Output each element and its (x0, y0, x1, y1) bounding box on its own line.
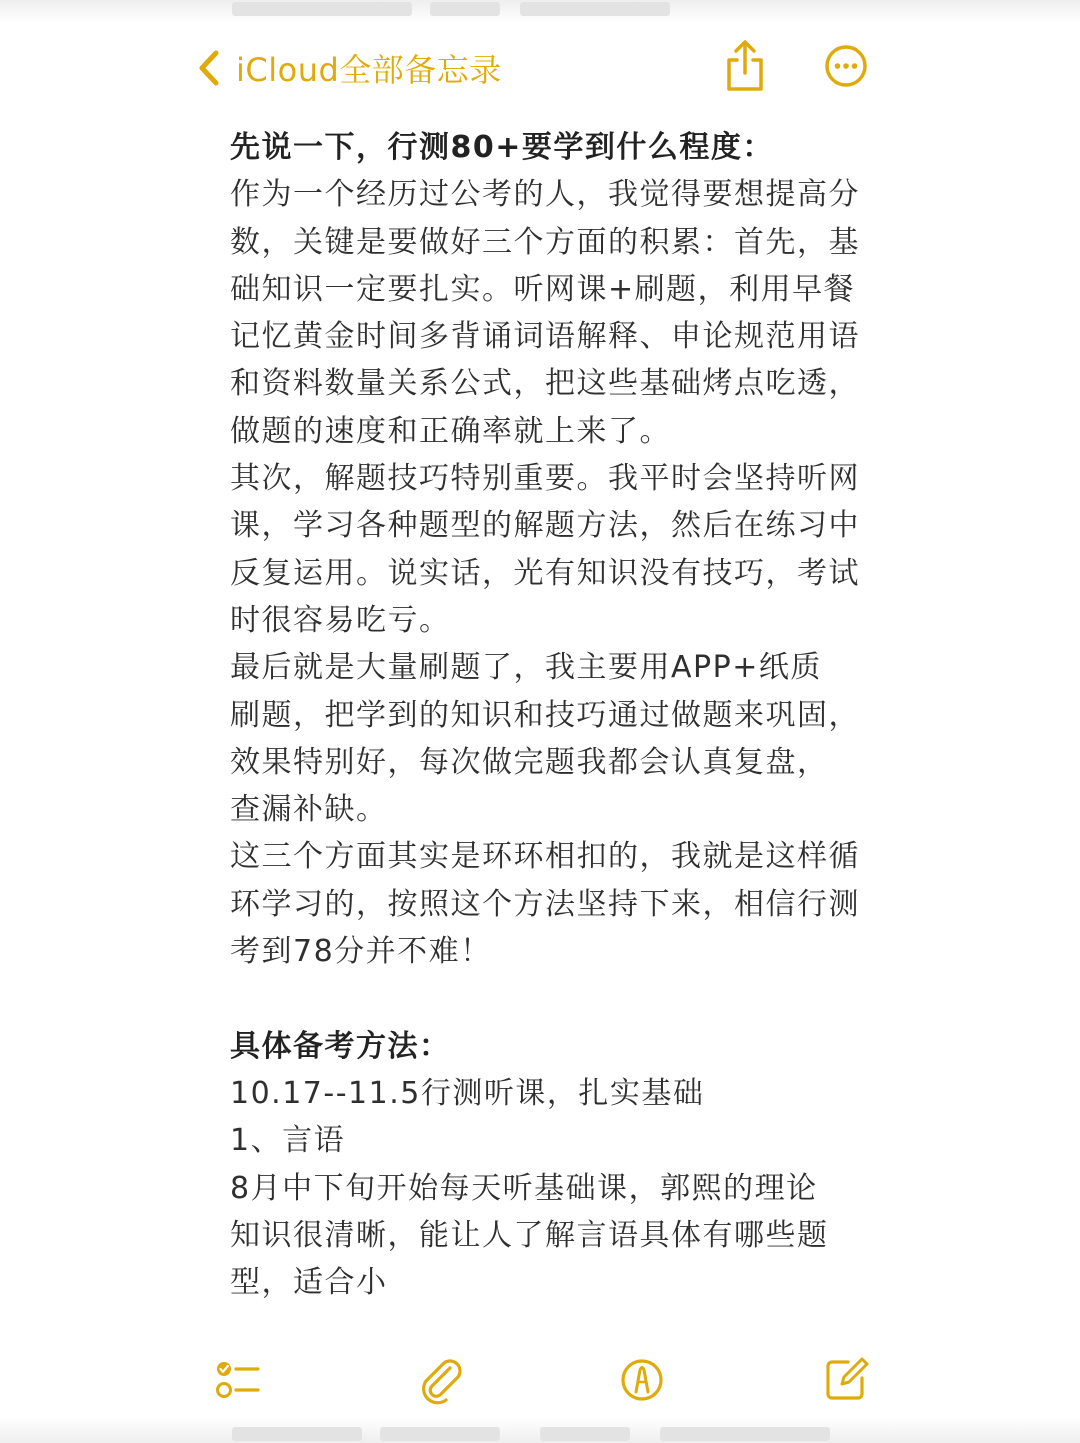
paperclip-icon (416, 1354, 468, 1406)
note-line: 和资料数量关系公式，把这些基础烤点吃透， (230, 366, 860, 402)
share-icon (724, 40, 766, 92)
note-line: 最后就是大量刷题了，我主要用APP+纸质 (230, 650, 822, 686)
ghost-text (232, 2, 412, 16)
share-button[interactable] (724, 40, 766, 92)
ghost-text (520, 2, 670, 16)
markup-pen-icon (616, 1354, 668, 1406)
chevron-left-icon (196, 48, 222, 88)
attach-button[interactable] (416, 1354, 468, 1406)
markup-button[interactable] (616, 1354, 668, 1406)
note-line: 做题的速度和正确率就上来了。 (230, 413, 671, 449)
note-line: 知识很清晰，能让人了解言语具体有哪些题 (230, 1217, 829, 1253)
ghost-text (232, 1427, 362, 1441)
more-button[interactable] (824, 44, 868, 88)
note-line: 其次，解题技巧特别重要。我平时会坚持听网 (230, 461, 860, 497)
more-icon (824, 44, 868, 88)
note-line: 型，适合小 (230, 1265, 388, 1301)
note-line: 刷题，把学到的知识和技巧通过做题来巩固， (230, 697, 860, 733)
checklist-icon (212, 1356, 264, 1408)
note-heading: 先说一下，行测80+要学到什么程度： (230, 130, 774, 165)
ghost-text (380, 1427, 500, 1441)
blank-line (230, 975, 870, 1022)
bottom-toolbar (0, 1350, 1080, 1410)
ghost-text (430, 2, 500, 16)
back-label: iCloud全部备忘录 (236, 51, 502, 89)
note-line: 10.17--11.5行测听课，扎实基础 (230, 1075, 705, 1111)
note-line: 8月中下旬开始每天听基础课，郭熙的理论 (230, 1170, 818, 1206)
note-line: 础知识一定要扎实。听网课+刷题，利用早餐 (230, 271, 856, 307)
note-line: 考到78分并不难！ (230, 934, 492, 970)
note-line: 环学习的，按照这个方法坚持下来，相信行测 (230, 886, 860, 922)
note-body[interactable] (230, 124, 870, 1306)
note-line: 效果特别好，每次做完题我都会认真复盘， (230, 744, 829, 780)
back-button[interactable] (196, 44, 502, 92)
note-line: 这三个方面其实是环环相扣的，我就是这样循 (230, 839, 860, 875)
ghost-text (540, 1427, 630, 1441)
compose-button[interactable] (820, 1352, 872, 1404)
note-heading: 具体备考方法： (230, 1028, 451, 1064)
ghost-text (660, 1427, 830, 1441)
checklist-button[interactable] (212, 1356, 264, 1408)
bottom-fade (0, 1417, 1080, 1443)
note-line: 1、言语 (230, 1123, 346, 1159)
note-line: 作为一个经历过公考的人，我觉得要想提高分 (230, 177, 860, 213)
top-fade (0, 0, 1080, 22)
note-line: 时很容易吃亏。 (230, 602, 451, 638)
note-line: 课，学习各种题型的解题方法，然后在练习中 (230, 508, 860, 544)
note-line: 查漏补缺。 (230, 792, 388, 828)
note-line: 反复运用。说实话，光有知识没有技巧，考试 (230, 555, 860, 591)
navigation-bar (0, 40, 1080, 96)
compose-icon (820, 1352, 872, 1404)
note-line: 记忆黄金时间多背诵词语解释、申论规范用语 (230, 319, 860, 355)
note-line: 数，关键是要做好三个方面的积累：首先，基 (230, 224, 860, 260)
